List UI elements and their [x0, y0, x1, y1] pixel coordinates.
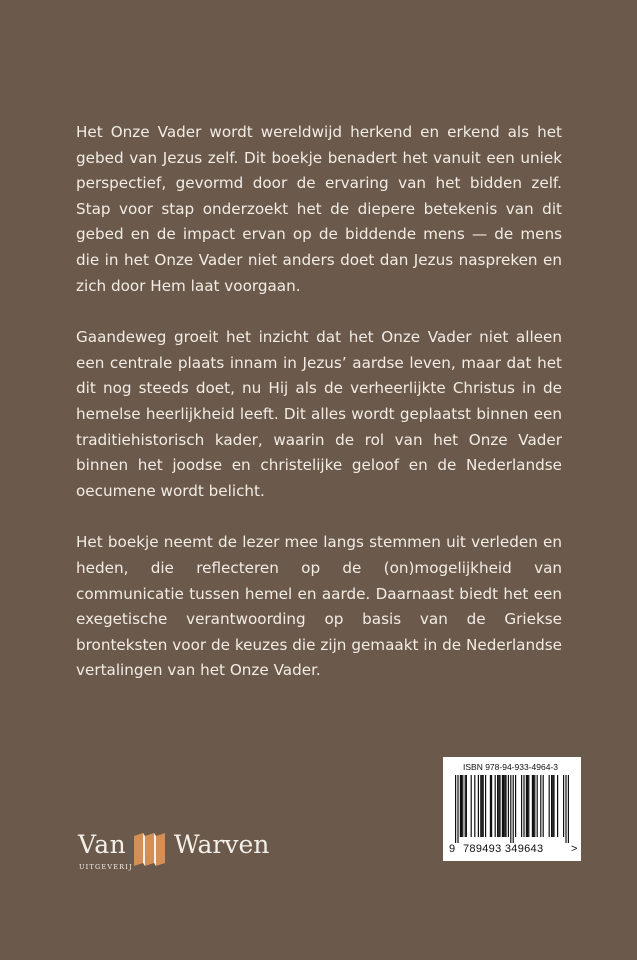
blurb-paragraph-2: Gaandeweg groeit het inzicht dat het Onze Vader niet alleen een centrale plaats innam in Jezus’ aardse leven, maar dat het dit nog steeds doet, nu Hij als de verheerlijkte Christus in de hemelse heerlijkheid leeft. Dit alles wordt geplaatst binnen een traditiehistorisch kader, waarin de rol van het Onze Vader binnen het joodse en christelijke geloof en de Nederlandse oecumene wordt belicht.	[76, 328, 562, 500]
barcode-bar	[481, 775, 482, 837]
barcode-bar	[471, 775, 472, 837]
publisher-logo	[78, 826, 288, 876]
barcode-bar	[551, 775, 552, 837]
barcode-bar	[498, 775, 499, 837]
barcode-bar	[534, 775, 535, 837]
barcode-bar	[553, 775, 554, 837]
barcode-bar	[466, 775, 467, 837]
blurb-paragraph-3: Het boekje neemt de lezer mee langs stemmen uit verleden en heden, die reflecteren op de (on)mogelijkheid van communicatie tussen hemel en aarde. Daarnaast biedt het een exegetische verantwoording op basis van de Griekse bronteksten voor de keuzes die zijn gemaakt in de Nederlandse vertalingen van het Onze Vader.	[76, 533, 562, 680]
barcode-bar	[461, 775, 462, 837]
isbn-label: ISBN 978-94-933-4964-3	[463, 762, 558, 772]
barcode-bar	[465, 775, 466, 837]
barcode-bar	[543, 775, 544, 837]
barcode-bar	[528, 775, 529, 837]
barcode-bar	[557, 775, 558, 837]
barcode-bar	[532, 775, 533, 837]
barcode-bar	[552, 775, 553, 837]
publisher-name-warven: Warven	[174, 830, 270, 859]
barcode-bar	[503, 775, 504, 837]
barcode-bar	[523, 775, 524, 837]
barcode-bar	[505, 775, 506, 837]
barcode-bar	[491, 775, 492, 837]
barcode-bar	[508, 775, 509, 837]
publisher-subtitle: UITGEVERIJ	[79, 863, 133, 871]
barcode-bar	[504, 775, 505, 837]
barcode-bar	[563, 775, 564, 837]
barcode-bar	[460, 775, 461, 837]
barcode-bar	[490, 775, 491, 837]
barcode-bar	[533, 775, 534, 837]
barcode-bar	[455, 775, 456, 843]
barcode-bar	[480, 775, 481, 837]
barcode-bar	[568, 775, 569, 843]
barcode-bar	[521, 775, 522, 837]
barcode-bar	[537, 775, 538, 837]
barcode-bar	[510, 775, 511, 843]
barcode-quiet-zone-mark: >	[571, 843, 578, 855]
barcode-bars	[455, 775, 569, 843]
barcode-bar	[474, 775, 475, 837]
barcode-bar	[565, 775, 566, 843]
barcode-bar	[540, 775, 541, 837]
publisher-name-van: Van	[78, 830, 127, 859]
barcode-bar	[502, 775, 503, 837]
barcode-first-digit: 9	[449, 843, 456, 855]
barcode-bar	[478, 775, 479, 837]
barcode-digit-groups: 789493 349643	[463, 843, 544, 855]
barcode-bar	[499, 775, 500, 837]
book-stack-logo-icon	[132, 832, 168, 866]
blurb-text	[76, 120, 562, 710]
barcode-bar	[495, 775, 496, 837]
barcode-bar	[549, 775, 550, 837]
barcode-bar	[485, 775, 486, 837]
barcode-bar	[457, 775, 458, 843]
barcode-bar	[513, 775, 514, 843]
barcode-bar	[462, 775, 463, 837]
barcode-bar	[483, 775, 484, 837]
blurb-paragraph-1: Het Onze Vader wordt wereldwijd herkend en erkend als het gebed van Jezus zelf. Dit boekje benadert het vanuit een uniek perspectief, gevormd door de ervaring van het bidden zelf. Stap voor stap onderzoekt het de diepere betekenis van dit gebed en de impact ervan op de biddende mens — de mens die in het Onze Vader niet anders doet dan Jezus naspreken en zich door Hem laat voorgaan.	[76, 123, 562, 295]
barcode-bar	[515, 775, 516, 837]
barcode-bar	[526, 775, 527, 837]
isbn-barcode	[443, 757, 581, 861]
barcode-bar	[497, 775, 498, 837]
barcode-bar	[527, 775, 528, 837]
